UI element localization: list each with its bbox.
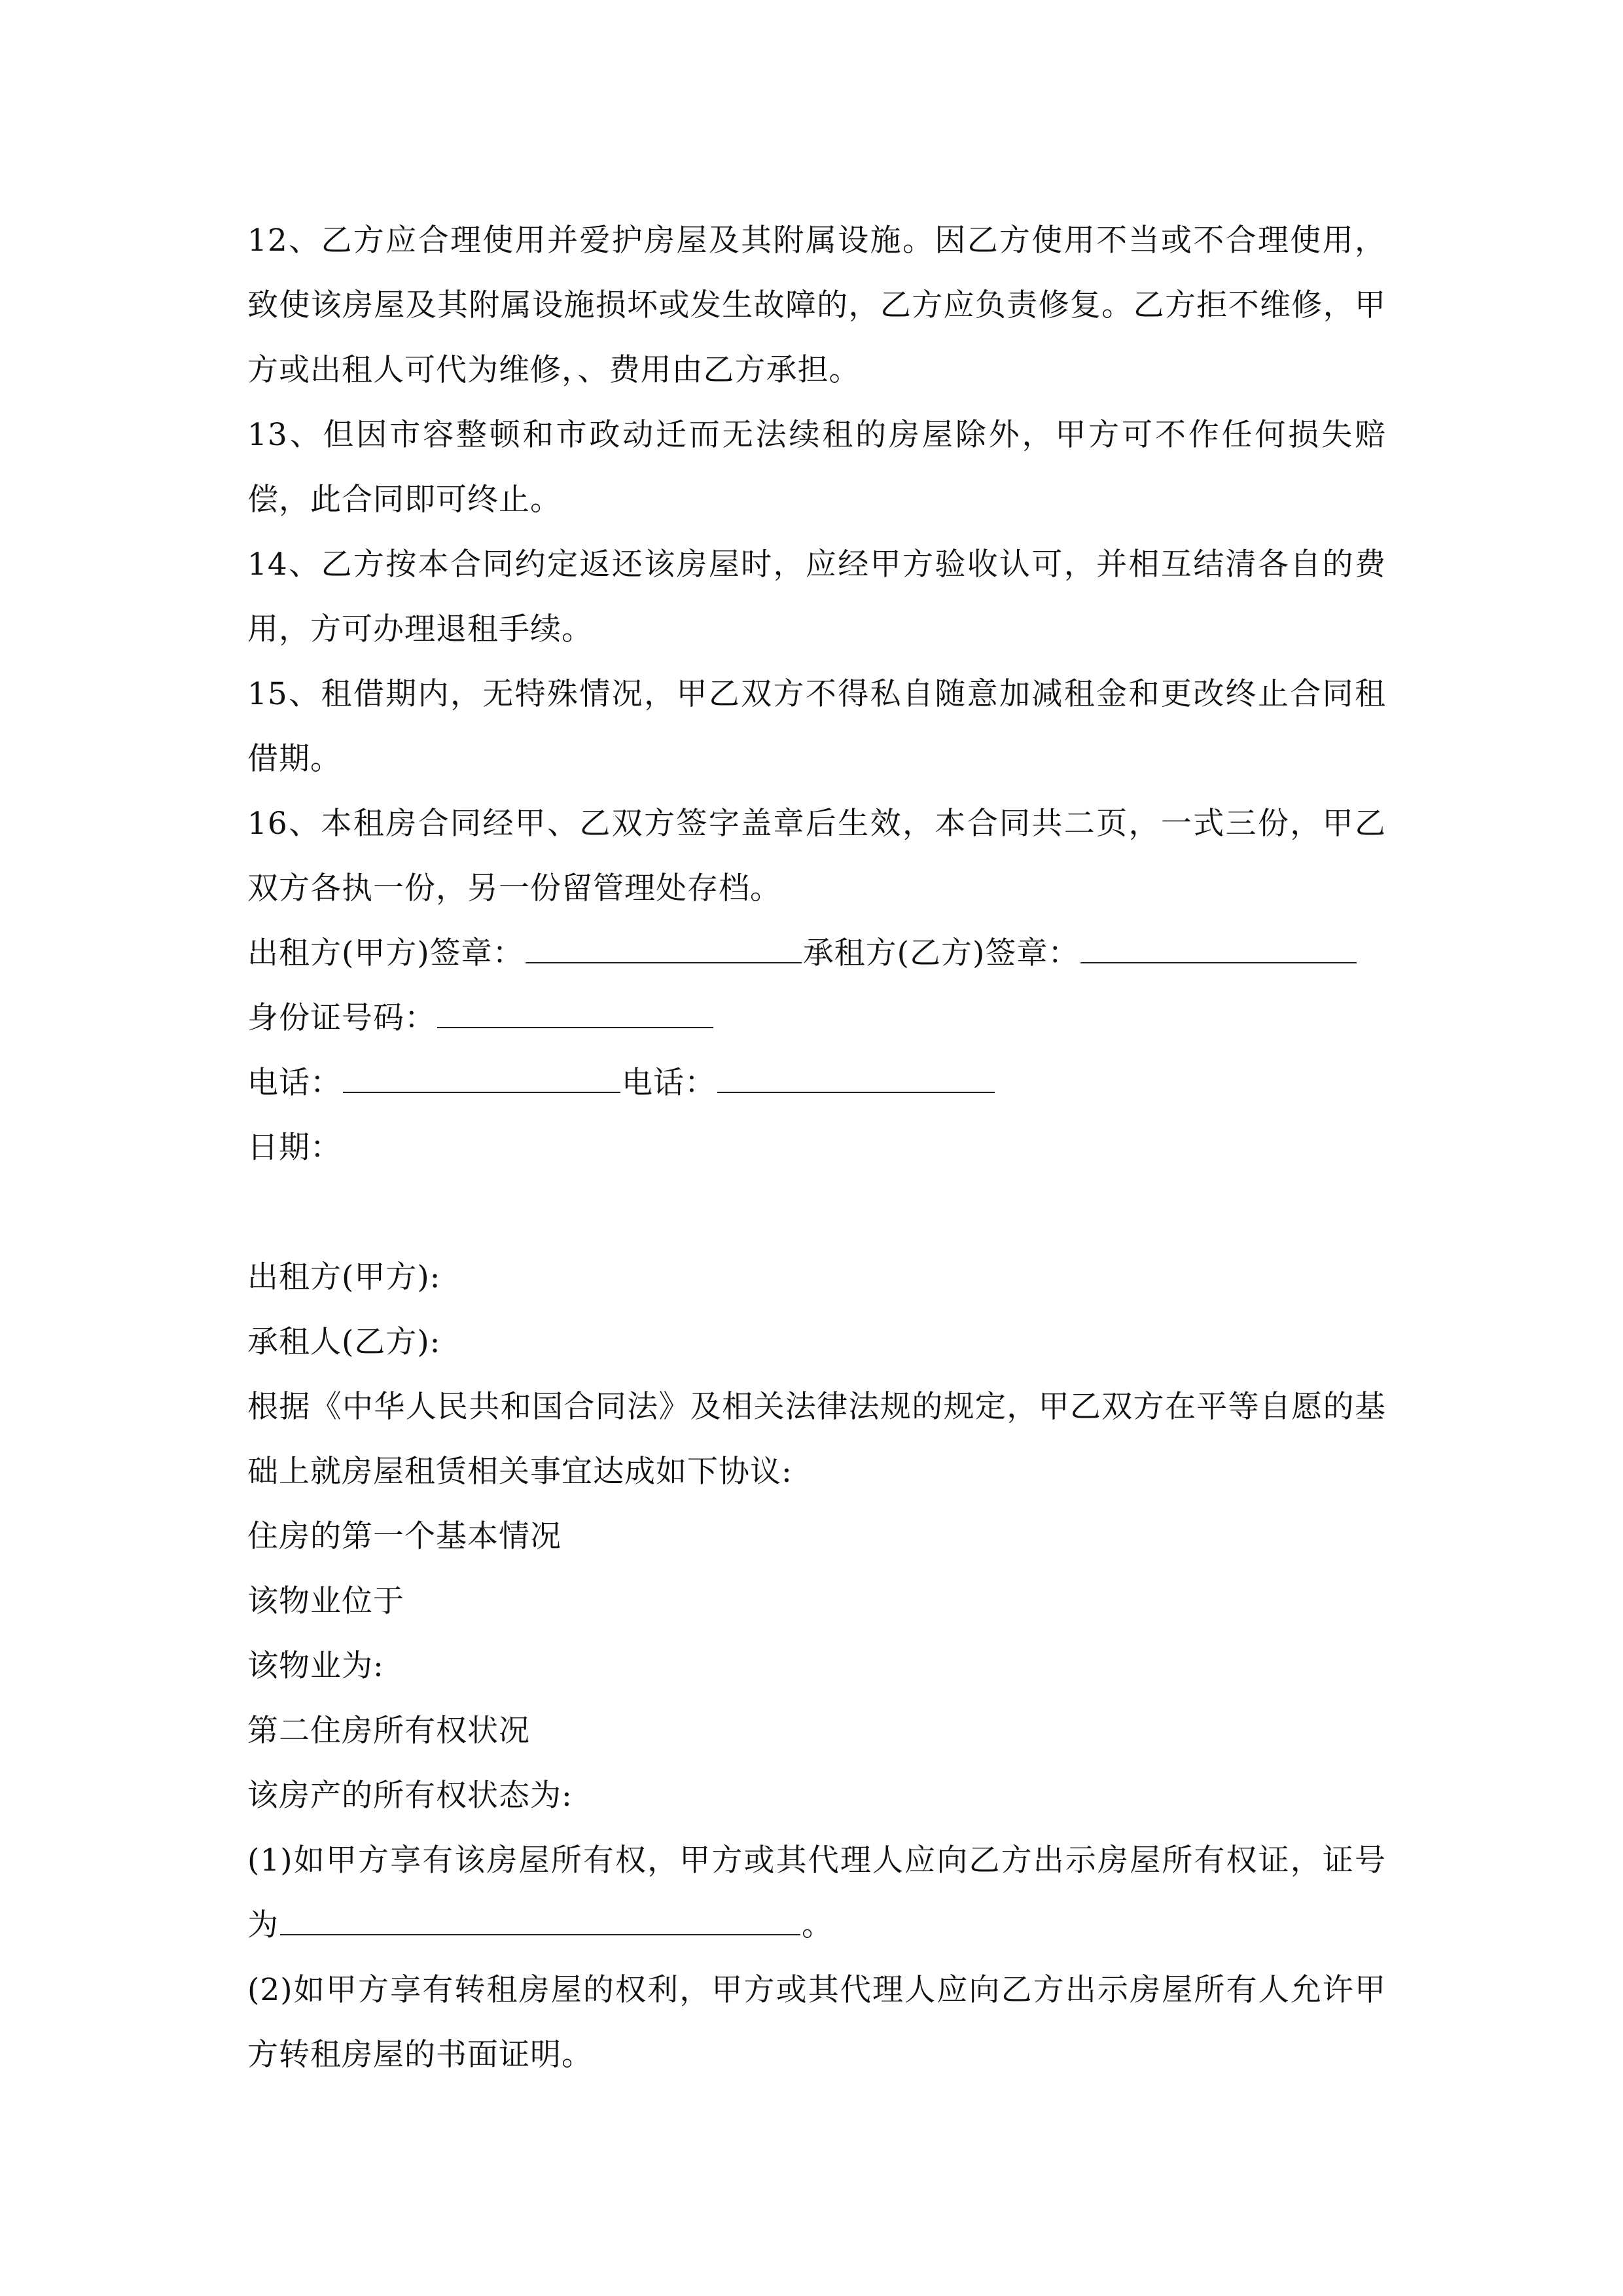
clause-12: 12、乙方应合理使用并爱护房屋及其附属设施。因乙方使用不当或不合理使用，致使该房屋及其附属设施损坏或发生故障的，乙方应负责修复。乙方拒不维修，甲方或出租人可代为维修，、费用由乙方承担。	[247, 223, 1386, 388]
section-gap	[247, 1180, 1386, 1245]
ownership-item-1-end: 。	[802, 1907, 833, 1943]
signature-row	[247, 921, 1386, 986]
lessor-label: 出租方(甲方):	[247, 1259, 441, 1295]
ownership-item-1	[247, 1828, 1386, 1958]
id-number-row	[247, 986, 1386, 1050]
property-location: 该物业位于	[247, 1583, 404, 1619]
ownership-item-1-text: (1)如甲方享有该房屋所有权，甲方或其代理人应向乙方出示房屋所有权证，证号为	[247, 1842, 1386, 1943]
date-label: 日期：	[247, 1130, 342, 1166]
contract-intro: 根据《中华人民共和国合同法》及相关法律法规的规定，甲乙双方在平等自愿的基础上就房屋租赁相关事宜达成如下协议:	[247, 1389, 1386, 1490]
lessee-label: 承租人(乙方):	[247, 1324, 441, 1360]
phone-blank-1[interactable]	[343, 1068, 620, 1093]
clause-14: 14、乙方按本合同约定返还该房屋时，应经甲方验收认可，并相互结清各自的费用，方可办理退租手续。	[247, 547, 1386, 647]
section2-title: 第二住房所有权状况	[247, 1713, 530, 1749]
lessor-sign-blank[interactable]	[526, 939, 802, 963]
phone-blank-2[interactable]	[717, 1068, 995, 1093]
section1-title: 住房的第一个基本情况	[247, 1518, 562, 1554]
lessee-sign-blank[interactable]	[1080, 939, 1357, 963]
phone-label-1: 电话：	[247, 1065, 342, 1101]
phone-row	[247, 1050, 1386, 1115]
document-body	[247, 208, 1386, 2087]
phone-label-2: 电话：	[622, 1065, 716, 1101]
clause-16: 16、本租房合同经甲、乙双方签字盖章后生效，本合同共二页，一式三份，甲乙双方各执一份，另一份留管理处存档。	[247, 806, 1386, 906]
clause-15: 15、租借期内，无特殊情况，甲乙双方不得私自随意加减租金和更改终止合同租借期。	[247, 676, 1386, 777]
id-number-blank[interactable]	[437, 1003, 713, 1028]
lessee-sign-label: 承租方(乙方)签章：	[802, 935, 1080, 971]
property-is: 该物业为:	[247, 1648, 384, 1684]
certificate-number-blank[interactable]	[280, 1910, 800, 1935]
date-row	[247, 1115, 1386, 1180]
ownership-item-2: (2)如甲方享有转租房屋的权利，甲方或其代理人应向乙方出示房屋所有人允许甲方转租房屋的书面证明。	[247, 1972, 1386, 2073]
lessor-sign-label: 出租方(甲方)签章：	[247, 935, 524, 971]
clause-13: 13、但因市容整顿和市政动迁而无法续租的房屋除外，甲方可不作任何损失赔偿，此合同即可终止。	[247, 417, 1386, 518]
ownership-status: 该房产的所有权状态为:	[247, 1778, 573, 1814]
id-number-label: 身份证号码：	[247, 1000, 436, 1036]
